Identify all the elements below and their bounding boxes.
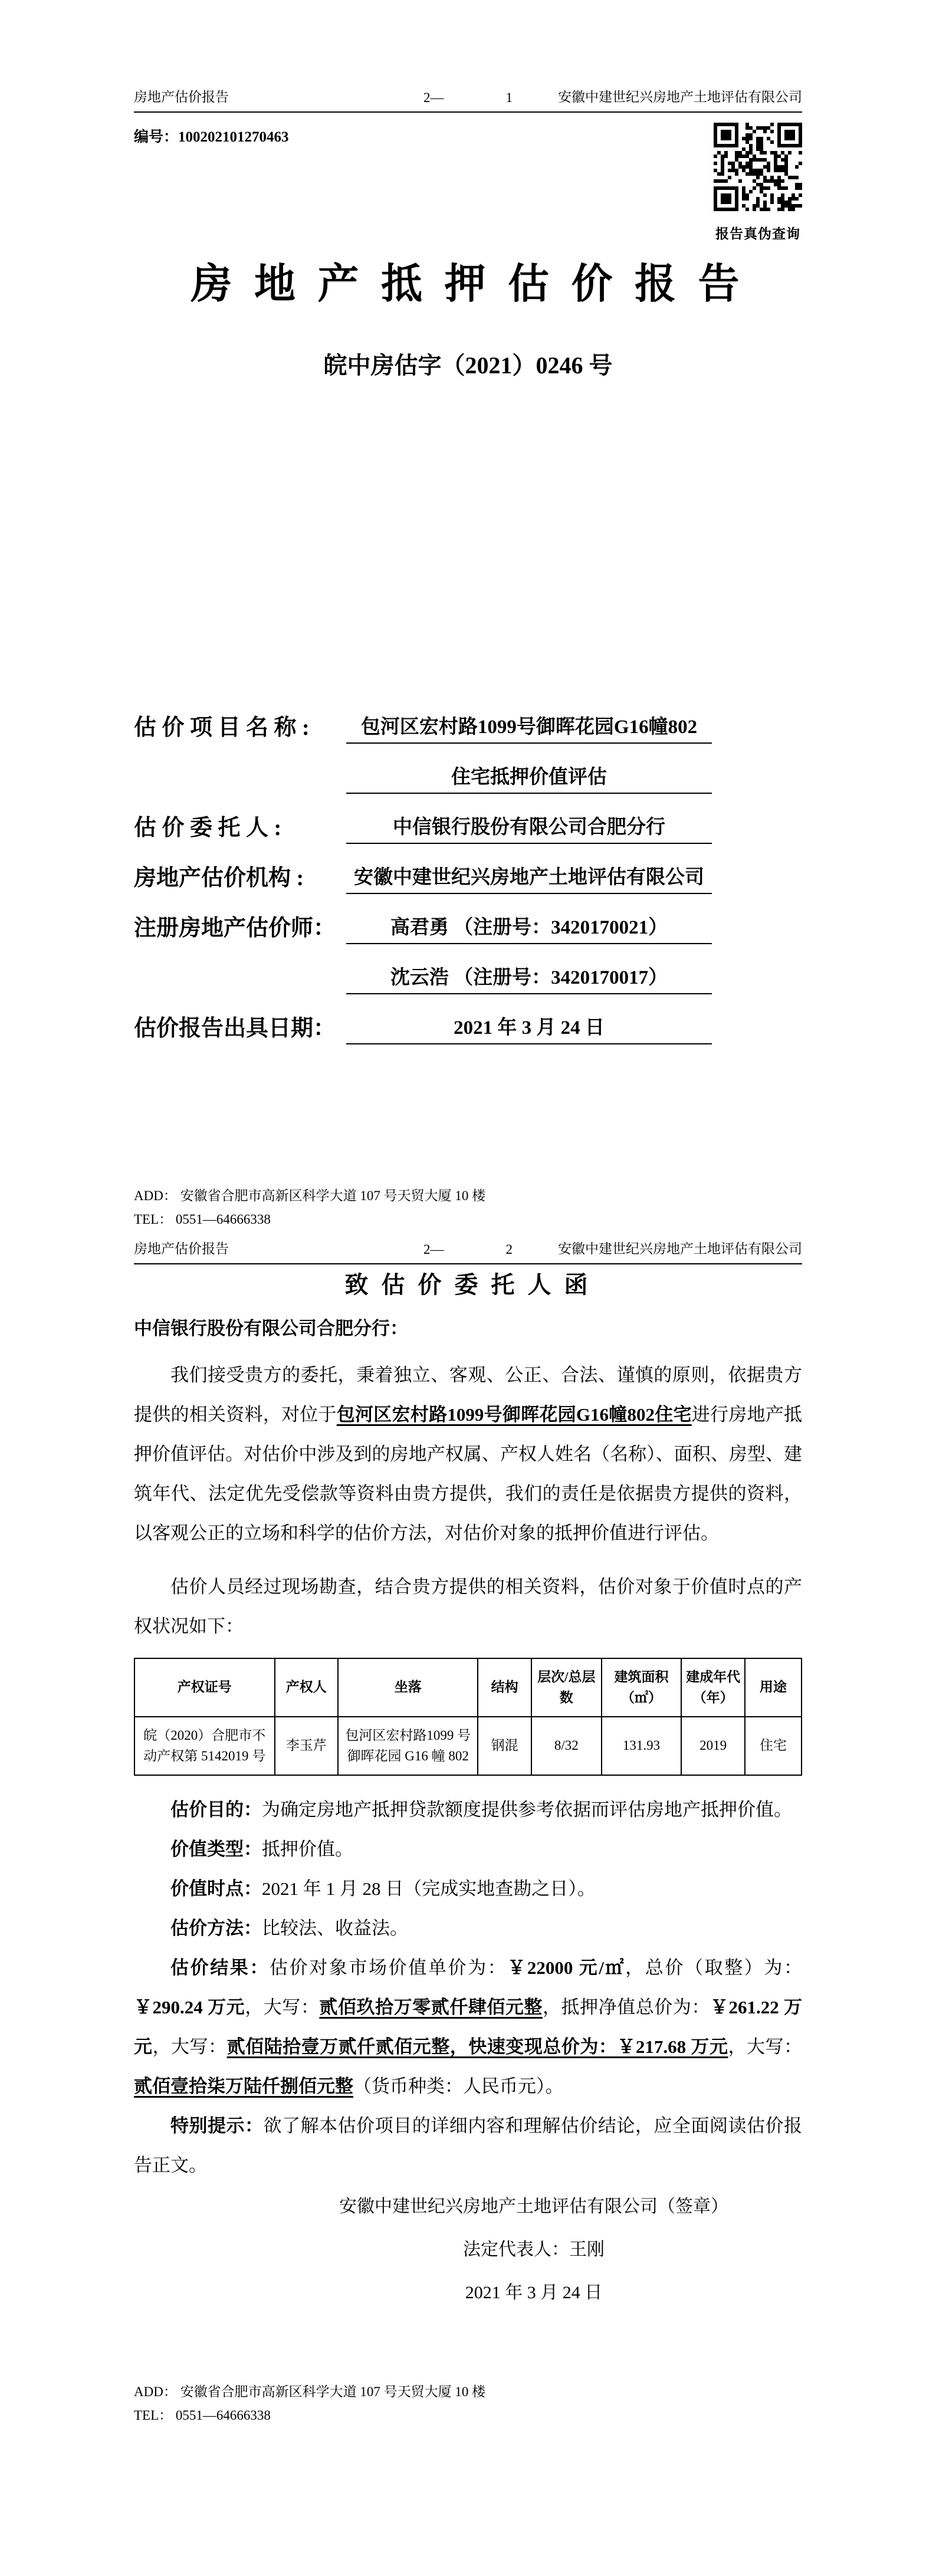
field-row-project-name-2 <box>134 744 712 794</box>
result-paragraph <box>134 1948 802 2106</box>
field-value: 沈云浩 （注册号：3420170017） <box>346 962 712 994</box>
table-header-area: 建筑面积（㎡） <box>602 1658 682 1717</box>
table-header-use: 用途 <box>745 1658 802 1717</box>
net-value-capital: 贰佰陆拾壹万贰仟贰佰元整 <box>226 2036 450 2057</box>
item-label: 价值时点： <box>170 1878 262 1899</box>
item-value-type <box>134 1829 802 1869</box>
field-label: 注册房地产估价师： <box>134 916 336 941</box>
field-value: 安徽中建世纪兴房地产土地评估有限公司 <box>346 862 712 894</box>
item-label: 价值类型： <box>170 1839 262 1859</box>
table-header-owner: 产权人 <box>275 1658 338 1717</box>
field-label: 估 价 项 目 名 称 : <box>134 715 310 740</box>
running-header-pagination <box>423 90 513 106</box>
page-number: 2 <box>505 1242 513 1257</box>
letter-title: 致 估 价 委 托 人 函 <box>344 1271 592 1298</box>
report-title: 房 地 产 抵 押 估 价 报 告 <box>191 262 745 307</box>
signature-company: 安徽中建世纪兴房地产土地评估有限公司（签章） <box>339 2197 728 2216</box>
letter-content <box>134 1271 802 2314</box>
property-table <box>134 1658 802 1776</box>
valuation-items <box>134 1790 802 1948</box>
footer-telephone: TEL： 0551—64666338 <box>134 1212 271 1227</box>
report-number: 编号：100202101270463 <box>134 129 289 145</box>
cell-year: 2019 <box>681 1717 744 1775</box>
cell-owner: 李玉芹 <box>275 1717 338 1775</box>
cell-cert-no: 皖（2020）合肥市不动产权第 5142019 号 <box>134 1717 275 1775</box>
signature-representative: 法定代表人：王刚 <box>463 2240 605 2259</box>
field-row-issue-date <box>134 994 712 1044</box>
letter-paragraph-1 <box>134 1355 802 1553</box>
item-label: 估价目的： <box>170 1799 262 1820</box>
cover-fields <box>134 694 712 1044</box>
table-header-floor: 层次/总层数 <box>531 1658 602 1717</box>
text-segment: ，大写： <box>152 2036 227 2057</box>
running-header-doc-title: 房地产估价报告 <box>134 1241 229 1256</box>
result-label: 估价结果： <box>170 1957 270 1978</box>
item-text: 比较法、收益法。 <box>262 1918 408 1938</box>
subject-property-highlight: 包河区宏村路1099号御晖花园G16幢802住宅 <box>336 1404 692 1425</box>
field-row-appraiser-1 <box>134 894 712 944</box>
special-note <box>134 2106 802 2185</box>
running-header-pagination <box>423 1242 513 1257</box>
cell-use: 住宅 <box>745 1717 802 1775</box>
text-segment: ，大写： <box>728 2036 803 2057</box>
page-number: 1 <box>505 90 513 105</box>
field-value: 中信银行股份有限公司合肥分行 <box>346 811 712 844</box>
item-label: 估价方法： <box>170 1918 262 1938</box>
item-text: 抵押价值。 <box>262 1839 353 1859</box>
running-header-company: 安徽中建世纪兴房地产土地评估有限公司 <box>558 1241 802 1256</box>
field-value: 住宅抵押价值评估 <box>346 761 712 794</box>
qr-code-icon <box>714 123 802 211</box>
item-value-date <box>134 1869 802 1908</box>
field-row-appraiser-2 <box>134 944 712 994</box>
cell-floor: 8/32 <box>531 1717 602 1775</box>
table-header-structure: 结构 <box>478 1658 531 1717</box>
text-segment: 我们接受贵方的委托，秉着独立、客观、公正、合法、谨慎的原则，依据贵方提供的相关资料，对位于 <box>134 1365 802 1425</box>
field-value: 包河区宏村路1099号御晖花园G16幢802 <box>346 711 712 744</box>
field-value: 2021 年 3 月 24 日 <box>346 1012 712 1044</box>
text-segment: ，大写： <box>245 1997 320 2018</box>
text-segment: 进行房地产抵押价值评估。对估价中涉及到的房地产权属、产权人姓名（名称）、面积、房型、建筑年代、法定优先受偿款等资料由贵方提供，我们的责任是依据贵方提供的资料，以客观公正的立场和科学的估价方法，对估价对象的抵押价值进行评估。 <box>134 1404 803 1543</box>
pages-total-label: 2— <box>423 1242 444 1257</box>
quick-sale-label: ，快速变现总价为： <box>449 2036 618 2057</box>
table-header-row <box>134 1658 802 1717</box>
table-header-location: 坐落 <box>338 1658 478 1717</box>
running-header-company: 安徽中建世纪兴房地产土地评估有限公司 <box>558 90 802 104</box>
footer-telephone: TEL： 0551—64666338 <box>134 2408 271 2423</box>
item-method <box>134 1908 802 1948</box>
text-segment: ，总价（取整）为： <box>625 1957 803 1978</box>
item-text: 2021 年 1 月 28 日（完成实地查勘之日）。 <box>262 1878 596 1899</box>
field-row-project-name <box>134 694 712 744</box>
field-row-agency <box>134 844 712 894</box>
field-label <box>134 791 346 794</box>
page2-footer <box>134 2380 485 2427</box>
total-price-value: ￥290.24 万元 <box>134 1997 245 2018</box>
quick-sale-capital: 贰佰壹拾柒万陆仟捌佰元整 <box>134 2076 353 2097</box>
qr-caption: 报告真伪查询 <box>715 226 800 241</box>
item-purpose <box>134 1790 802 1829</box>
text-segment: （货币种类：人民币元）。 <box>353 2076 564 2097</box>
footer-address: ADD： 安徽省合肥市高新区科学大道 107 号天贸大厦 10 楼 <box>134 1188 486 1203</box>
cell-structure: 钢混 <box>478 1717 531 1775</box>
signature-block <box>134 2185 802 2314</box>
report-subtitle: 皖中房估字（2021）0246 号 <box>323 352 613 379</box>
cell-area: 131.93 <box>602 1717 682 1775</box>
letter-paragraph-2: 估价人员经过现场勘查，结合贵方提供的相关资料，估价对象于价值时点的产权状况如下： <box>134 1576 802 1637</box>
field-row-client <box>134 794 712 844</box>
page2-running-header <box>134 1238 802 1264</box>
field-label: 估 价 委 托 人 : <box>134 816 282 840</box>
table-header-cert-no: 产权证号 <box>134 1658 275 1717</box>
table-header-year: 建成年代（年） <box>681 1658 744 1717</box>
field-value: 高君勇 （注册号：3420170021） <box>346 912 712 944</box>
page1-footer <box>134 1184 485 1231</box>
text-segment: 估价对象市场价值单价为： <box>270 1957 508 1978</box>
letter-salutation: 中信银行股份有限公司合肥分行： <box>134 1318 408 1339</box>
total-price-capital: 贰佰玖拾万零贰仟肆佰元整 <box>319 1997 543 2018</box>
special-note-label: 特别提示： <box>170 2115 264 2136</box>
cell-location: 包河区宏村路1099 号御晖花园 G16 幢 802 <box>338 1717 478 1775</box>
pages-total-label: 2— <box>423 90 444 105</box>
page1-running-header <box>134 86 802 113</box>
special-note-text: 欲了解本估价项目的详细内容和理解估价结论，应全面阅读估价报告正文。 <box>134 2115 802 2176</box>
field-label: 估价报告出具日期： <box>134 1016 336 1041</box>
unit-price-value: ￥22000 元/㎡ <box>507 1957 626 1978</box>
qr-block <box>714 123 802 242</box>
running-header-doc-title: 房地产估价报告 <box>134 90 229 104</box>
net-value: ￥261.22 万元 <box>134 1997 803 2057</box>
item-text: 为确定房地产抵押贷款额度提供参考依据而评估房地产抵押价值。 <box>262 1799 792 1820</box>
footer-address: ADD： 安徽省合肥市高新区科学大道 107 号天贸大厦 10 楼 <box>134 2384 486 2399</box>
field-label: 房地产估价机构 : <box>134 866 304 891</box>
signature-inner <box>339 2185 728 2314</box>
table-row <box>134 1717 802 1775</box>
signature-date: 2021 年 3 月 24 日 <box>465 2283 603 2302</box>
field-label <box>134 992 346 994</box>
text-segment: ，抵押净值总价为： <box>543 1997 710 2018</box>
quick-sale-value: ￥217.68 万元 <box>617 2036 728 2057</box>
